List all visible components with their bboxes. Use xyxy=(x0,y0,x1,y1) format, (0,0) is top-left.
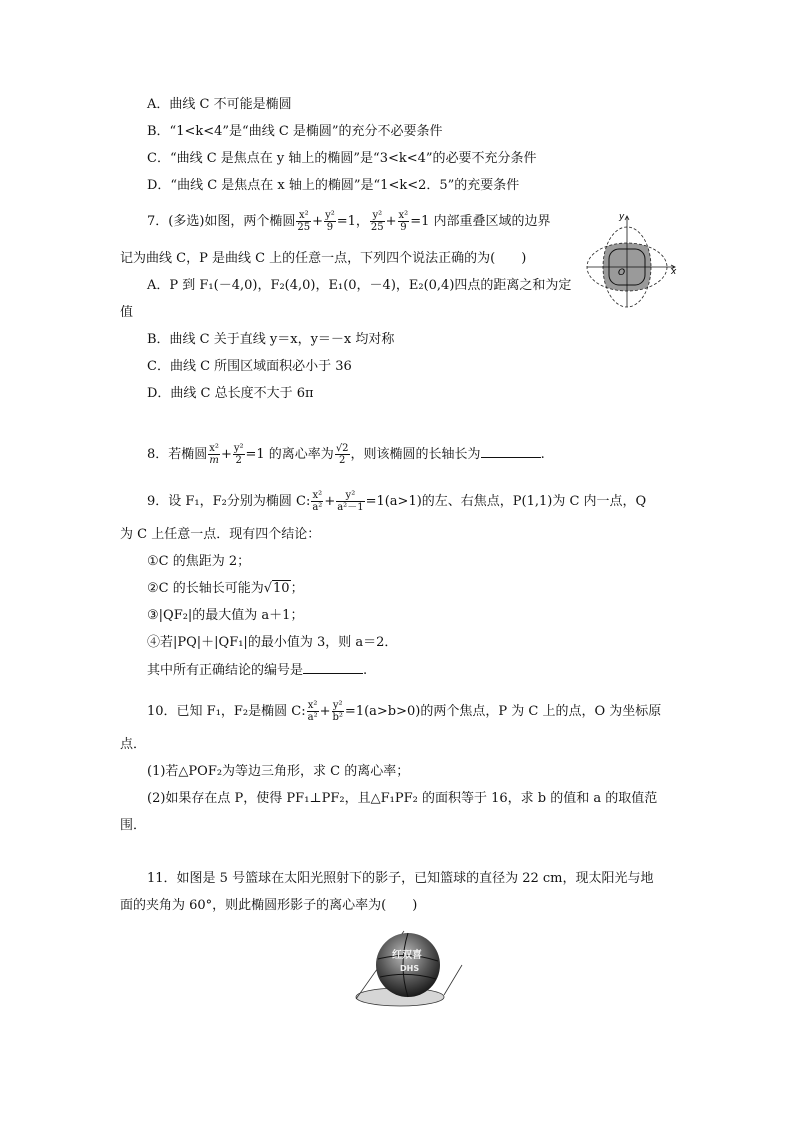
q7-ellipse-figure xyxy=(585,210,680,310)
q7-option-b: B．曲线 C 关于直线 y＝x，y＝－x 均对称 xyxy=(147,332,395,347)
q7-option-c: C．曲线 C 所围区域面积必小于 36 xyxy=(147,359,352,374)
q6-option-a: A．曲线 C 不可能是椭圆 xyxy=(147,97,292,112)
q10-stem: 10．已知 F₁，F₂是椭圆 C: $\frac{\text{x²}}{\text{a²}}$ + $\frac{\text{y²}}{\text{b²}}$ =1(a>b>0)的两个焦点，P 为 C 上的点，O 为坐标原 xyxy=(147,700,662,723)
fraction: $\frac{\text{x²}}{25}$ xyxy=(297,210,311,233)
answer-blank[interactable] xyxy=(481,445,541,458)
q11-stem-line2: 面的夹角为 60°，则此椭圆形影子的离心率为( ) xyxy=(120,898,418,913)
fraction: $\frac{\text{y²}}{9}$ xyxy=(325,210,335,233)
q9-conclusion-1: ①C 的焦距为 2； xyxy=(147,554,251,569)
q6-option-b: B．“1<k<4”是“曲线 C 是椭圆”的充分不必要条件 xyxy=(147,124,443,139)
q9-conclusion-3: ③|QF₂|的最大值为 a＋1； xyxy=(147,608,304,623)
fraction: $\frac{\text{x²}}{m}$ xyxy=(209,443,219,466)
fraction: $\frac{\text{y²}}{25}$ xyxy=(370,210,384,233)
ball-brand-logo: DHS xyxy=(400,964,420,973)
q9-ask: 其中所有正确结论的编号是 . xyxy=(147,663,368,678)
fig-origin-label: O xyxy=(618,268,626,278)
q9-conclusion-2: ②C 的长轴长可能为√10； xyxy=(147,581,304,596)
fraction: $\frac{\text{y²}}{2}$ xyxy=(233,443,244,466)
q8-stem: 8．若椭圆 $\frac{\text{x²}}{m}$ + $\frac{\text{y²}}{2}$ =1 的离心率为 $\frac{√2}{2}$ ，则该椭圆的长轴长为 . xyxy=(147,443,545,466)
fraction: $\frac{√2}{2}$ xyxy=(335,443,349,466)
q6-option-c: C．“曲线 C 是焦点在 y 轴上的椭圆”是“3<k<4”的必要不充分条件 xyxy=(147,151,537,166)
q7-option-d: D．曲线 C 总长度不大于 6π xyxy=(147,386,314,401)
q9-conclusion-4: ④若|PQ|＋|QF₁|的最小值为 3，则 a＝2． xyxy=(147,635,398,650)
q6-option-d: D．“曲线 C 是焦点在 x 轴上的椭圆”是“1<k<2．5”的充要条件 xyxy=(147,178,520,193)
fig-x-label: x xyxy=(671,267,677,277)
q9-stem: 9．设 F₁，F₂分别为椭圆 C: $\frac{\text{x²}}{\text{a²}}$ + $\frac{\text{y²}}{\text{a²－1}}$ =1(a>1)的左、右焦点，P(1,1)为 C 内一点，Q xyxy=(147,490,647,513)
fraction: $\frac{\text{x²}}{\text{a²}}$ xyxy=(312,490,323,513)
q7-option-a-cont: 值 xyxy=(120,305,134,320)
q9-stem-line2: 为 C 上任意一点．现有四个结论： xyxy=(120,527,321,542)
q10-part-1: (1)若△POF₂为等边三角形，求 C 的离心率； xyxy=(147,764,410,779)
fraction: $\frac{\text{y²}}{\text{b²}}$ xyxy=(332,700,343,723)
fraction: $\frac{\text{x²}}{9}$ xyxy=(398,210,409,233)
q10-part-2: (2)如果存在点 P，使得 PF₁⊥PF₂，且△F₁PF₂ 的面积等于 16，求 b 的值和 a 的取值范 xyxy=(147,791,658,806)
fraction: $\frac{\text{y²}}{\text{a²－1}}$ xyxy=(337,490,364,513)
q7-option-a: A．P 到 F₁(－4,0)，F₂(4,0)，E₁(0，－4)，E₂(0,4)四点的距离之和为定 xyxy=(147,278,572,293)
q10-part-2-cont: 围． xyxy=(120,818,147,833)
sun-ray-right xyxy=(444,965,462,995)
q7-stem: 7．(多选)如图，两个椭圆 $\frac{\text{x²}}{25}$ + $\frac{\text{y²}}{9}$ =1， $\frac{\text{y²}}{25}$ + $\frac{\text{x²}}{9}$ =1 内部重叠区域的边界 xyxy=(147,210,551,233)
fig-y-label: y xyxy=(619,212,625,222)
ball-brand-text: 红双喜 xyxy=(392,950,422,961)
q11-basketball-figure xyxy=(350,925,470,1015)
q11-stem: 11．如图是 5 号篮球在太阳光照射下的影子，已知篮球的直径为 22 cm，现太阳光与地 xyxy=(147,871,654,886)
answer-blank[interactable] xyxy=(303,661,363,674)
q10-stem-line2: 点． xyxy=(120,737,147,752)
fraction: $\frac{\text{x²}}{\text{a²}}$ xyxy=(307,700,318,723)
q7-stem-line2: 记为曲线 C，P 是曲线 C 上的任意一点，下列四个说法正确的为( ) xyxy=(120,251,527,266)
